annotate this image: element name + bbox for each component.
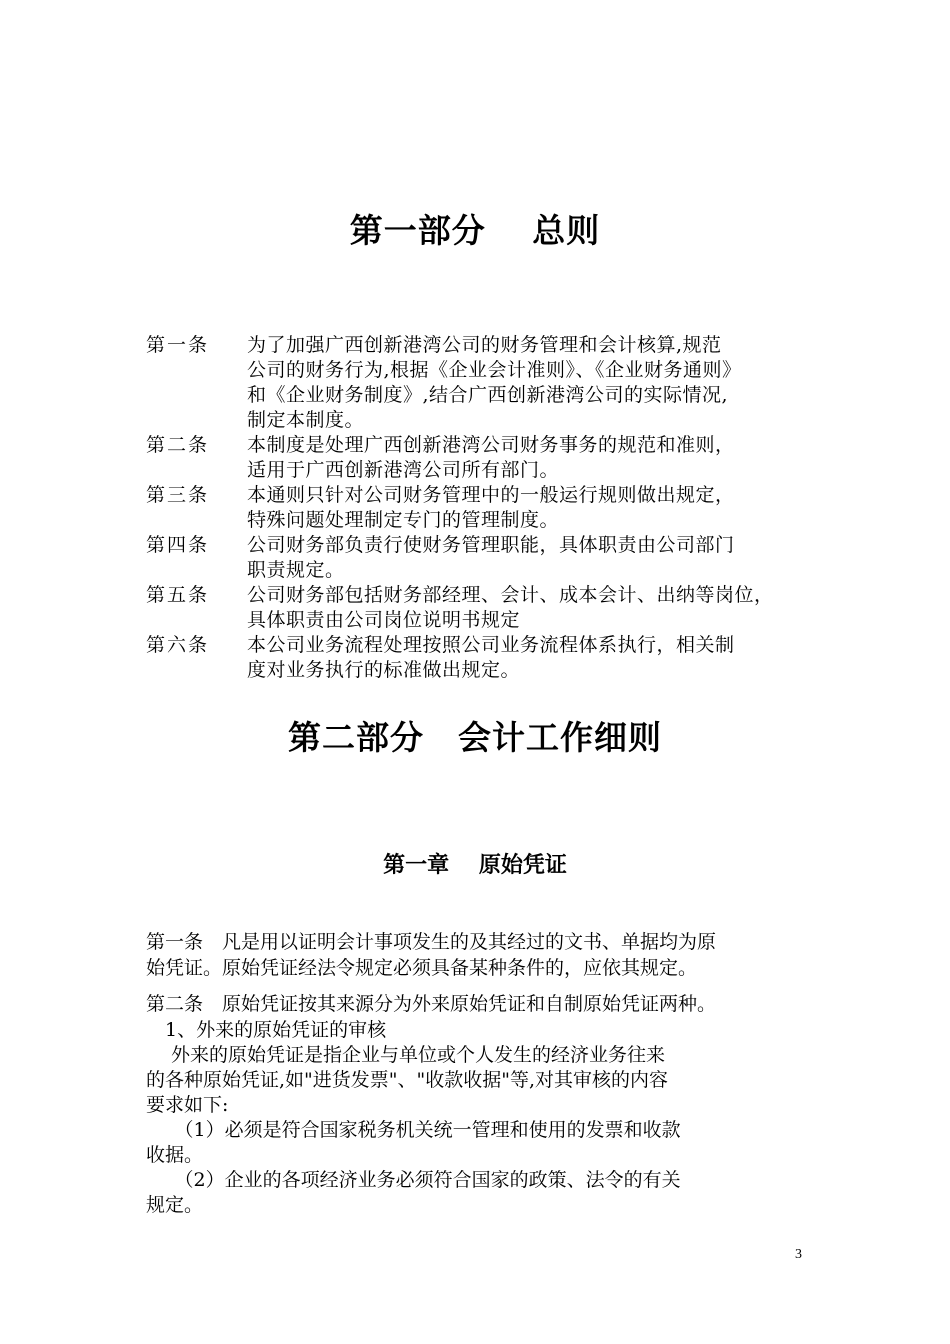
article-3 <box>146 483 826 533</box>
article-1 <box>146 333 826 433</box>
page-number: 3 <box>795 1247 802 1262</box>
article-line: 为了加强广西创新港湾公司的财务管理和会计核算,规范 <box>247 334 722 356</box>
article-line: 和《企业财务制度》,结合广西创新港湾公司的实际情况, <box>247 384 729 406</box>
article-label: 第四条 <box>146 534 210 556</box>
part1-title: 第一部分 总则 <box>349 211 601 250</box>
article-6 <box>146 633 826 683</box>
body-line: 收据。 <box>146 1144 204 1166</box>
article-label: 第一条 <box>146 334 210 356</box>
article-label: 第三条 <box>146 484 210 506</box>
article-5 <box>146 583 826 633</box>
article-line: 特殊问题处理制定专门的管理制度。 <box>247 509 560 531</box>
article-label: 第二条 <box>146 434 210 456</box>
article-line: 本通则只针对公司财务管理中的一般运行规则做出规定， <box>247 484 735 506</box>
article-line: 职责规定。 <box>247 559 345 581</box>
part2-title: 第二部分 会计工作细则 <box>288 718 662 757</box>
article-label: 第五条 <box>146 584 210 606</box>
body-line: 的各种原始凭证,如"进货发票"、"收款收据"等,对其审核的内容 <box>146 1069 669 1091</box>
article-2 <box>146 433 826 483</box>
article-line: 制定本制度。 <box>247 409 365 431</box>
article-line: 度对业务执行的标准做出规定。 <box>247 659 521 681</box>
chapter-title: 第一章 原始凭证 <box>383 853 567 878</box>
body-line: 1、外来的原始凭证的审核 <box>146 1019 387 1041</box>
article-line: 本公司业务流程处理按照公司业务流程体系执行，相关制 <box>247 634 735 656</box>
article-4 <box>146 533 826 583</box>
article-line: 具体职责由公司岗位说明书规定 <box>247 609 521 631</box>
article-line: 公司财务部包括财务部经理、会计、成本会计、出纳等岗位， <box>247 584 774 606</box>
body-line: （2）企业的各项经济业务必须符合国家的政策、法令的有关 <box>146 1169 681 1191</box>
body-line: （1）必须是符合国家税务机关统一管理和使用的发票和收款 <box>146 1119 681 1141</box>
body-line: 第二条 原始凭证按其来源分为外来原始凭证和自制原始凭证两种。 <box>146 993 717 1015</box>
article-line: 公司财务部负责行使财务管理职能，具体职责由公司部门 <box>247 534 735 556</box>
body-line: 规定。 <box>146 1194 204 1216</box>
article-line: 适用于广西创新港湾公司所有部门。 <box>247 459 560 481</box>
body-line: 要求如下: <box>146 1094 229 1116</box>
article-label: 第六条 <box>146 634 210 656</box>
article-line: 本制度是处理广西创新港湾公司财务事务的规范和准则， <box>247 434 735 456</box>
body-line: 第一条 凡是用以证明会计事项发生的及其经过的文书、单据均为原 <box>146 931 717 953</box>
body-line: 始凭证。原始凭证经法令规定必须具备某种条件的，应依其规定。 <box>146 957 698 979</box>
body-line: 外来的原始凭证是指企业与单位或个人发生的经济业务往来 <box>146 1044 666 1066</box>
article-line: 公司的财务行为,根据《企业会计准则》、《企业财务通则》 <box>247 359 742 381</box>
